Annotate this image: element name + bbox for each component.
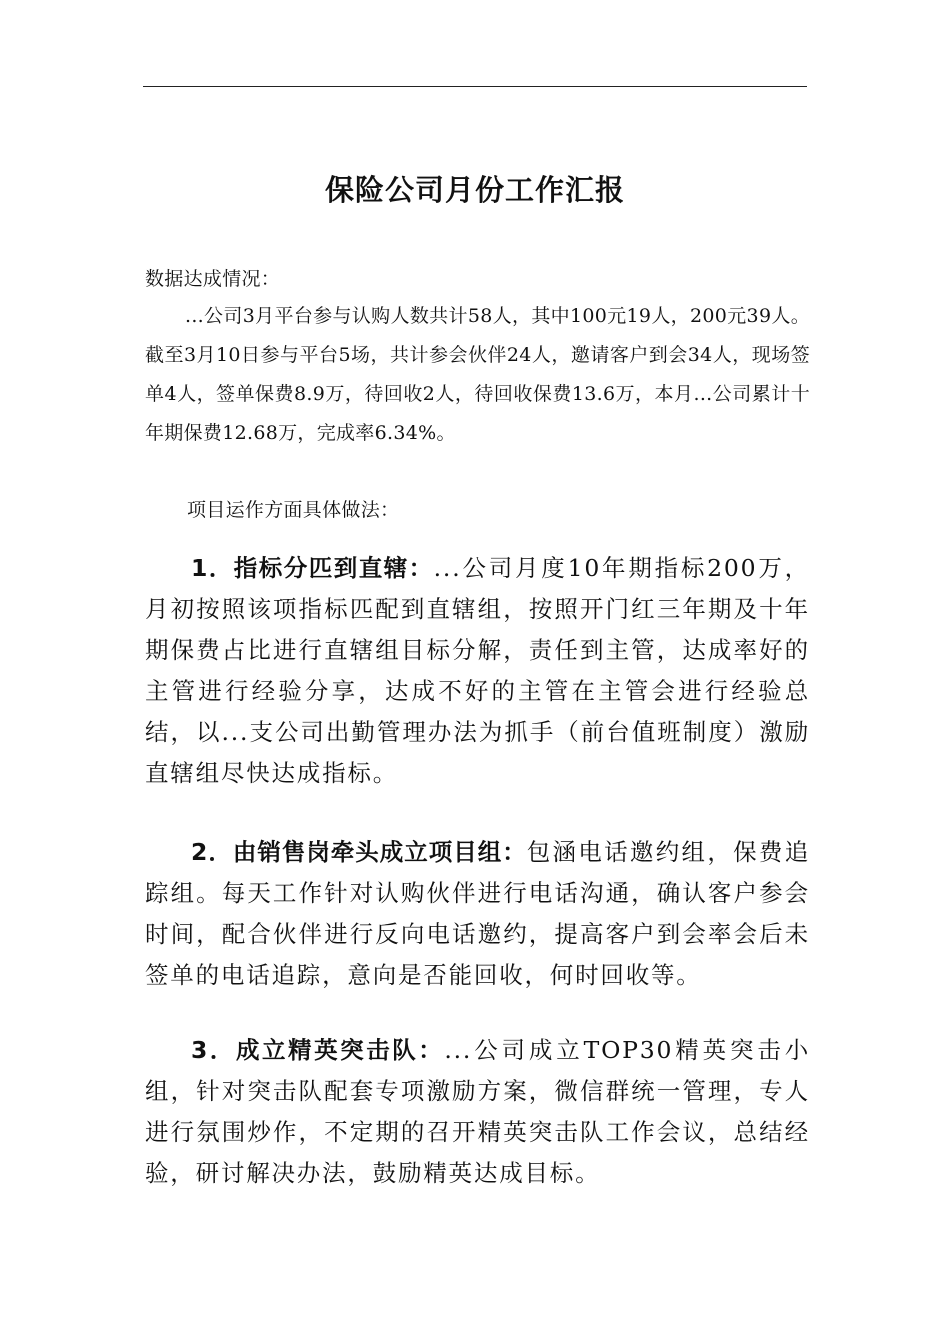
item-heading: 3．成立精英突击队： <box>191 1036 445 1064</box>
list-item <box>145 1030 810 1194</box>
section-label-data: 数据达成情况： <box>145 268 281 290</box>
list-item <box>145 832 810 996</box>
page-title: 保险公司月份工作汇报 <box>324 173 625 207</box>
item-heading: 1．指标分匹到直辖： <box>191 554 434 582</box>
item-heading: 2．由销售岗牵头成立项目组： <box>191 838 527 866</box>
item-body: ...公司月度10年期指标200万，月初按照该项指标匹配到直辖组，按照开门红三年期及十年期保费占比进行直辖组目标分解，责任到主管，达成率好的主管进行经验分享，达成不好的主管在主管会进行经验总结，以...支公司出勤管理办法为抓手（前台值班制度）激励直辖组尽快达成指标。 <box>145 554 810 787</box>
item-body: ...公司成立TOP30精英突击小组，针对突击队配套专项激励方案，微信群统一管理，专人进行氛围炒作，不定期的召开精英突击队工作会议，总结经验，研讨解决办法，鼓励精英达成目标。 <box>145 1036 810 1187</box>
data-paragraph: ...公司3月平台参与认购人数共计58人，其中100元19人，200元39人。截至3月10日参与平台5场，共计参会伙伴24人，邀请客户到会34人，现场签单4人，签单保费8.9万，待回收2人，待回收保费13.6万，本月...公司累计十年期保费12.68万，完成率6.34%。 <box>145 305 810 444</box>
section-label-method: 项目运作方面具体做法： <box>187 499 400 521</box>
item-body: 包涵电话邀约组，保费追踪组。每天工作针对认购伙伴进行电话沟通，确认客户参会时间，配合伙伴进行反向电话邀约，提高客户到会率会后未签单的电话追踪，意向是否能回收，何时回收等。 <box>145 838 810 989</box>
list-item <box>145 548 810 794</box>
header-rule <box>143 86 807 87</box>
